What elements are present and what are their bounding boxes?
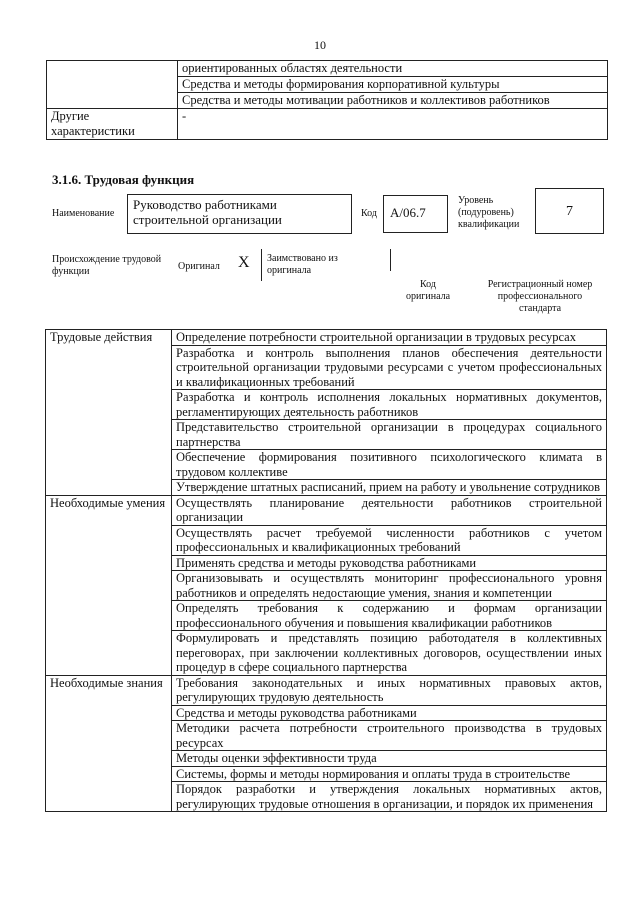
original-label: Оригинал: [178, 261, 220, 272]
code-value: А/06.7: [383, 195, 448, 233]
group-heading-skills: Необходимые умения: [46, 495, 172, 675]
table-cell-heading: [47, 93, 178, 109]
table-cell: Порядок разработки и утверждения локальных нормативных актов, регулирующих трудовые отношения в организации, и порядок их применения: [172, 782, 607, 812]
table-cell: Требования законодательных и иных нормативных правовых актов, регулирующих трудовую деятельность: [172, 675, 607, 705]
table-cell: Разработка и контроль выполнения планов обеспечения деятельности строительной организации трудовыми ресурсами с учетом профессиональных и квалификационных требований: [172, 345, 607, 390]
table-row: [47, 77, 608, 93]
section-title: 3.1.6. Трудовая функция: [52, 172, 195, 187]
labor-function-table: [45, 329, 607, 812]
table-cell: Представительство строительной организации в процедурах социального партнерства: [172, 420, 607, 450]
table-cell: Применять средства и методы руководства работниками: [172, 555, 607, 571]
qualification-level-label: Уровень (подуровень) квалификации: [458, 195, 520, 230]
function-name-value: Руководство работниками строительной организации: [127, 194, 352, 234]
top-characteristics-table: [46, 60, 608, 140]
table-row: [47, 93, 608, 109]
table-cell: Утверждение штатных расписаний, прием на работу и увольнение сотрудников: [172, 480, 607, 496]
table-cell: Определять требования к содержанию и формам организации профессионального обучения и повышения квалификации работников: [172, 601, 607, 631]
divider: [390, 249, 391, 271]
table-cell: Формулировать и представлять позицию работодателя в коллективных переговорах, при заключении коллективных договоров, осуществлении иных процедур в сфере социального партнерства: [172, 631, 607, 676]
table-cell: Осуществлять планирование деятельности работников строительной организации: [172, 495, 607, 525]
table-cell: Обеспечение формирования позитивного психологического климата в трудовом коллективе: [172, 450, 607, 480]
table-cell: Средства и методы формирования корпоративной культуры: [178, 77, 608, 93]
group-heading-knowledge: Необходимые знания: [46, 675, 172, 812]
table-cell: ориентированных областях деятельности: [178, 61, 608, 77]
table-cell: Осуществлять расчет требуемой численности работников с учетом профессиональных и квалификационных требований: [172, 525, 607, 555]
other-characteristics-label: Другие характеристики: [47, 109, 178, 140]
registration-number-label: Регистрационный номер профессионального стандарта: [487, 279, 593, 314]
name-label: Наименование: [52, 208, 115, 219]
table-cell: Методики расчета потребности строительного производства в трудовых ресурсах: [172, 721, 607, 751]
page-number: 10: [314, 38, 326, 52]
code-original-label: Код оригинала: [405, 279, 451, 302]
table-row: [47, 109, 608, 140]
table-cell: Средства и методы руководства работниками: [172, 705, 607, 721]
table-cell-heading: [47, 61, 178, 77]
original-mark: X: [238, 254, 250, 271]
table-cell: Определение потребности строительной организации в трудовых ресурсах: [172, 330, 607, 346]
borrowed-label: Заимствовано из оригинала: [267, 253, 338, 276]
table-row: [46, 495, 607, 525]
group-heading-actions: Трудовые действия: [46, 330, 172, 496]
table-cell: Методы оценки эффективности труда: [172, 751, 607, 767]
table-cell: Организовывать и осуществлять мониторинг профессионального уровня работников и определять недостающие умения, знания и компетенции: [172, 571, 607, 601]
table-row: [46, 330, 607, 346]
table-cell: Разработка и контроль исполнения локальных нормативных документов, регламентирующих деятельность работников: [172, 390, 607, 420]
table-row: [47, 61, 608, 77]
other-characteristics-value: -: [178, 109, 608, 140]
table-cell-heading: [47, 77, 178, 93]
table-row: [46, 675, 607, 705]
table-cell: Системы, формы и методы нормирования и оплаты труда в строительстве: [172, 766, 607, 782]
qualification-level-value: 7: [535, 188, 604, 234]
divider: [261, 249, 262, 281]
code-label: Код: [361, 208, 377, 219]
table-cell: Средства и методы мотивации работников и коллективов работников: [178, 93, 608, 109]
origin-label: Происхождение трудовой функции: [52, 254, 162, 277]
